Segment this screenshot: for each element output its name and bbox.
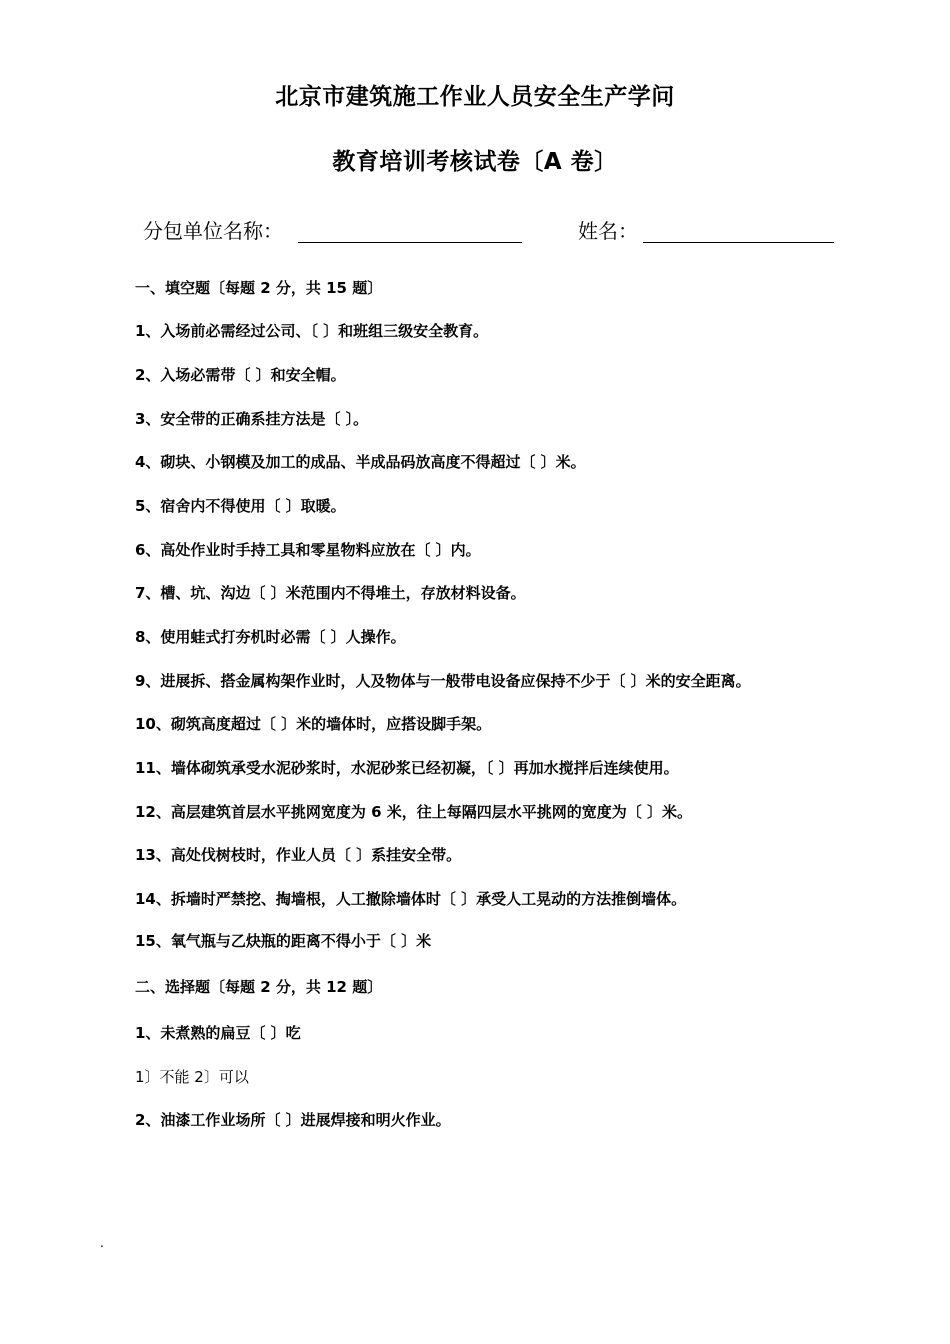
question-item: 1、入场前必需经过公司、〔 〕和班组三级安全教育。 bbox=[135, 322, 489, 340]
question-item: 3、安全带的正确系挂方法是〔 〕。 bbox=[135, 410, 369, 428]
subcontractor-blank-line[interactable] bbox=[298, 242, 522, 243]
question-item: 8、使用蛙式打夯机时必需〔 〕人操作。 bbox=[135, 628, 406, 646]
exam-title-line2: 教育培训考核试卷〔A 卷〕 bbox=[332, 149, 618, 175]
question-item: 10、砌筑高度超过〔 〕米的墙体时，应搭设脚手架。 bbox=[135, 715, 492, 733]
question-item: 11、墙体砌筑承受水泥砂浆时，水泥砂浆已经初凝，〔 〕再加水搅拌后连续使用。 bbox=[135, 759, 679, 777]
question-item: 5、宿舍内不得使用〔 〕取暖。 bbox=[135, 497, 346, 515]
exam-title-line1: 北京市建筑施工作业人员安全生产学问 bbox=[275, 84, 675, 110]
question-item: 14、拆墙时严禁挖、掏墙根，人工撤除墙体时〔 〕承受人工晃动的方法推倒墙体。 bbox=[135, 890, 687, 908]
question-item: 2、油漆工作业场所〔 〕进展焊接和明火作业。 bbox=[135, 1111, 451, 1129]
section2-heading: 二、选择题〔每题 2 分，共 12 题〕 bbox=[135, 978, 383, 996]
question-item: 7、槽、坑、沟边〔 〕米范围内不得堆土，存放材料设备。 bbox=[135, 584, 526, 602]
name-blank-line[interactable] bbox=[643, 242, 834, 243]
question-item: 13、高处伐树枝时，作业人员〔 〕系挂安全带。 bbox=[135, 846, 462, 864]
subcontractor-label: 分包单位名称： bbox=[143, 219, 283, 243]
question-item: 15、氧气瓶与乙炔瓶的距离不得小于〔 〕米 bbox=[135, 932, 432, 950]
question-item: 4、砌块、小钢模及加工的成品、半成品码放高度不得超过〔 〕米。 bbox=[135, 453, 586, 471]
question-item: 6、高处作业时手持工具和零星物料应放在〔 〕内。 bbox=[135, 541, 481, 559]
question-item: 12、高层建筑首层水平挑网宽度为 6 米，往上每隔四层水平挑网的宽度为〔 〕米。 bbox=[135, 803, 692, 821]
question-item: 1、未煮熟的扁豆〔 〕吃 bbox=[135, 1024, 301, 1042]
question-item: 9、进展拆、搭金属构架作业时，人及物体与一般带电设备应保持不少于〔 〕米的安全距离。 bbox=[135, 672, 751, 690]
name-label: 姓名： bbox=[578, 219, 638, 243]
footer-mark: . bbox=[100, 1236, 104, 1250]
question-item: 2、入场必需带〔 〕和安全帽。 bbox=[135, 366, 346, 384]
question-options: 1〕不能 2〕可以 bbox=[135, 1068, 249, 1086]
header-fields bbox=[0, 215, 950, 255]
section1-heading: 一、填空题〔每题 2 分，共 15 题〕 bbox=[135, 279, 383, 297]
